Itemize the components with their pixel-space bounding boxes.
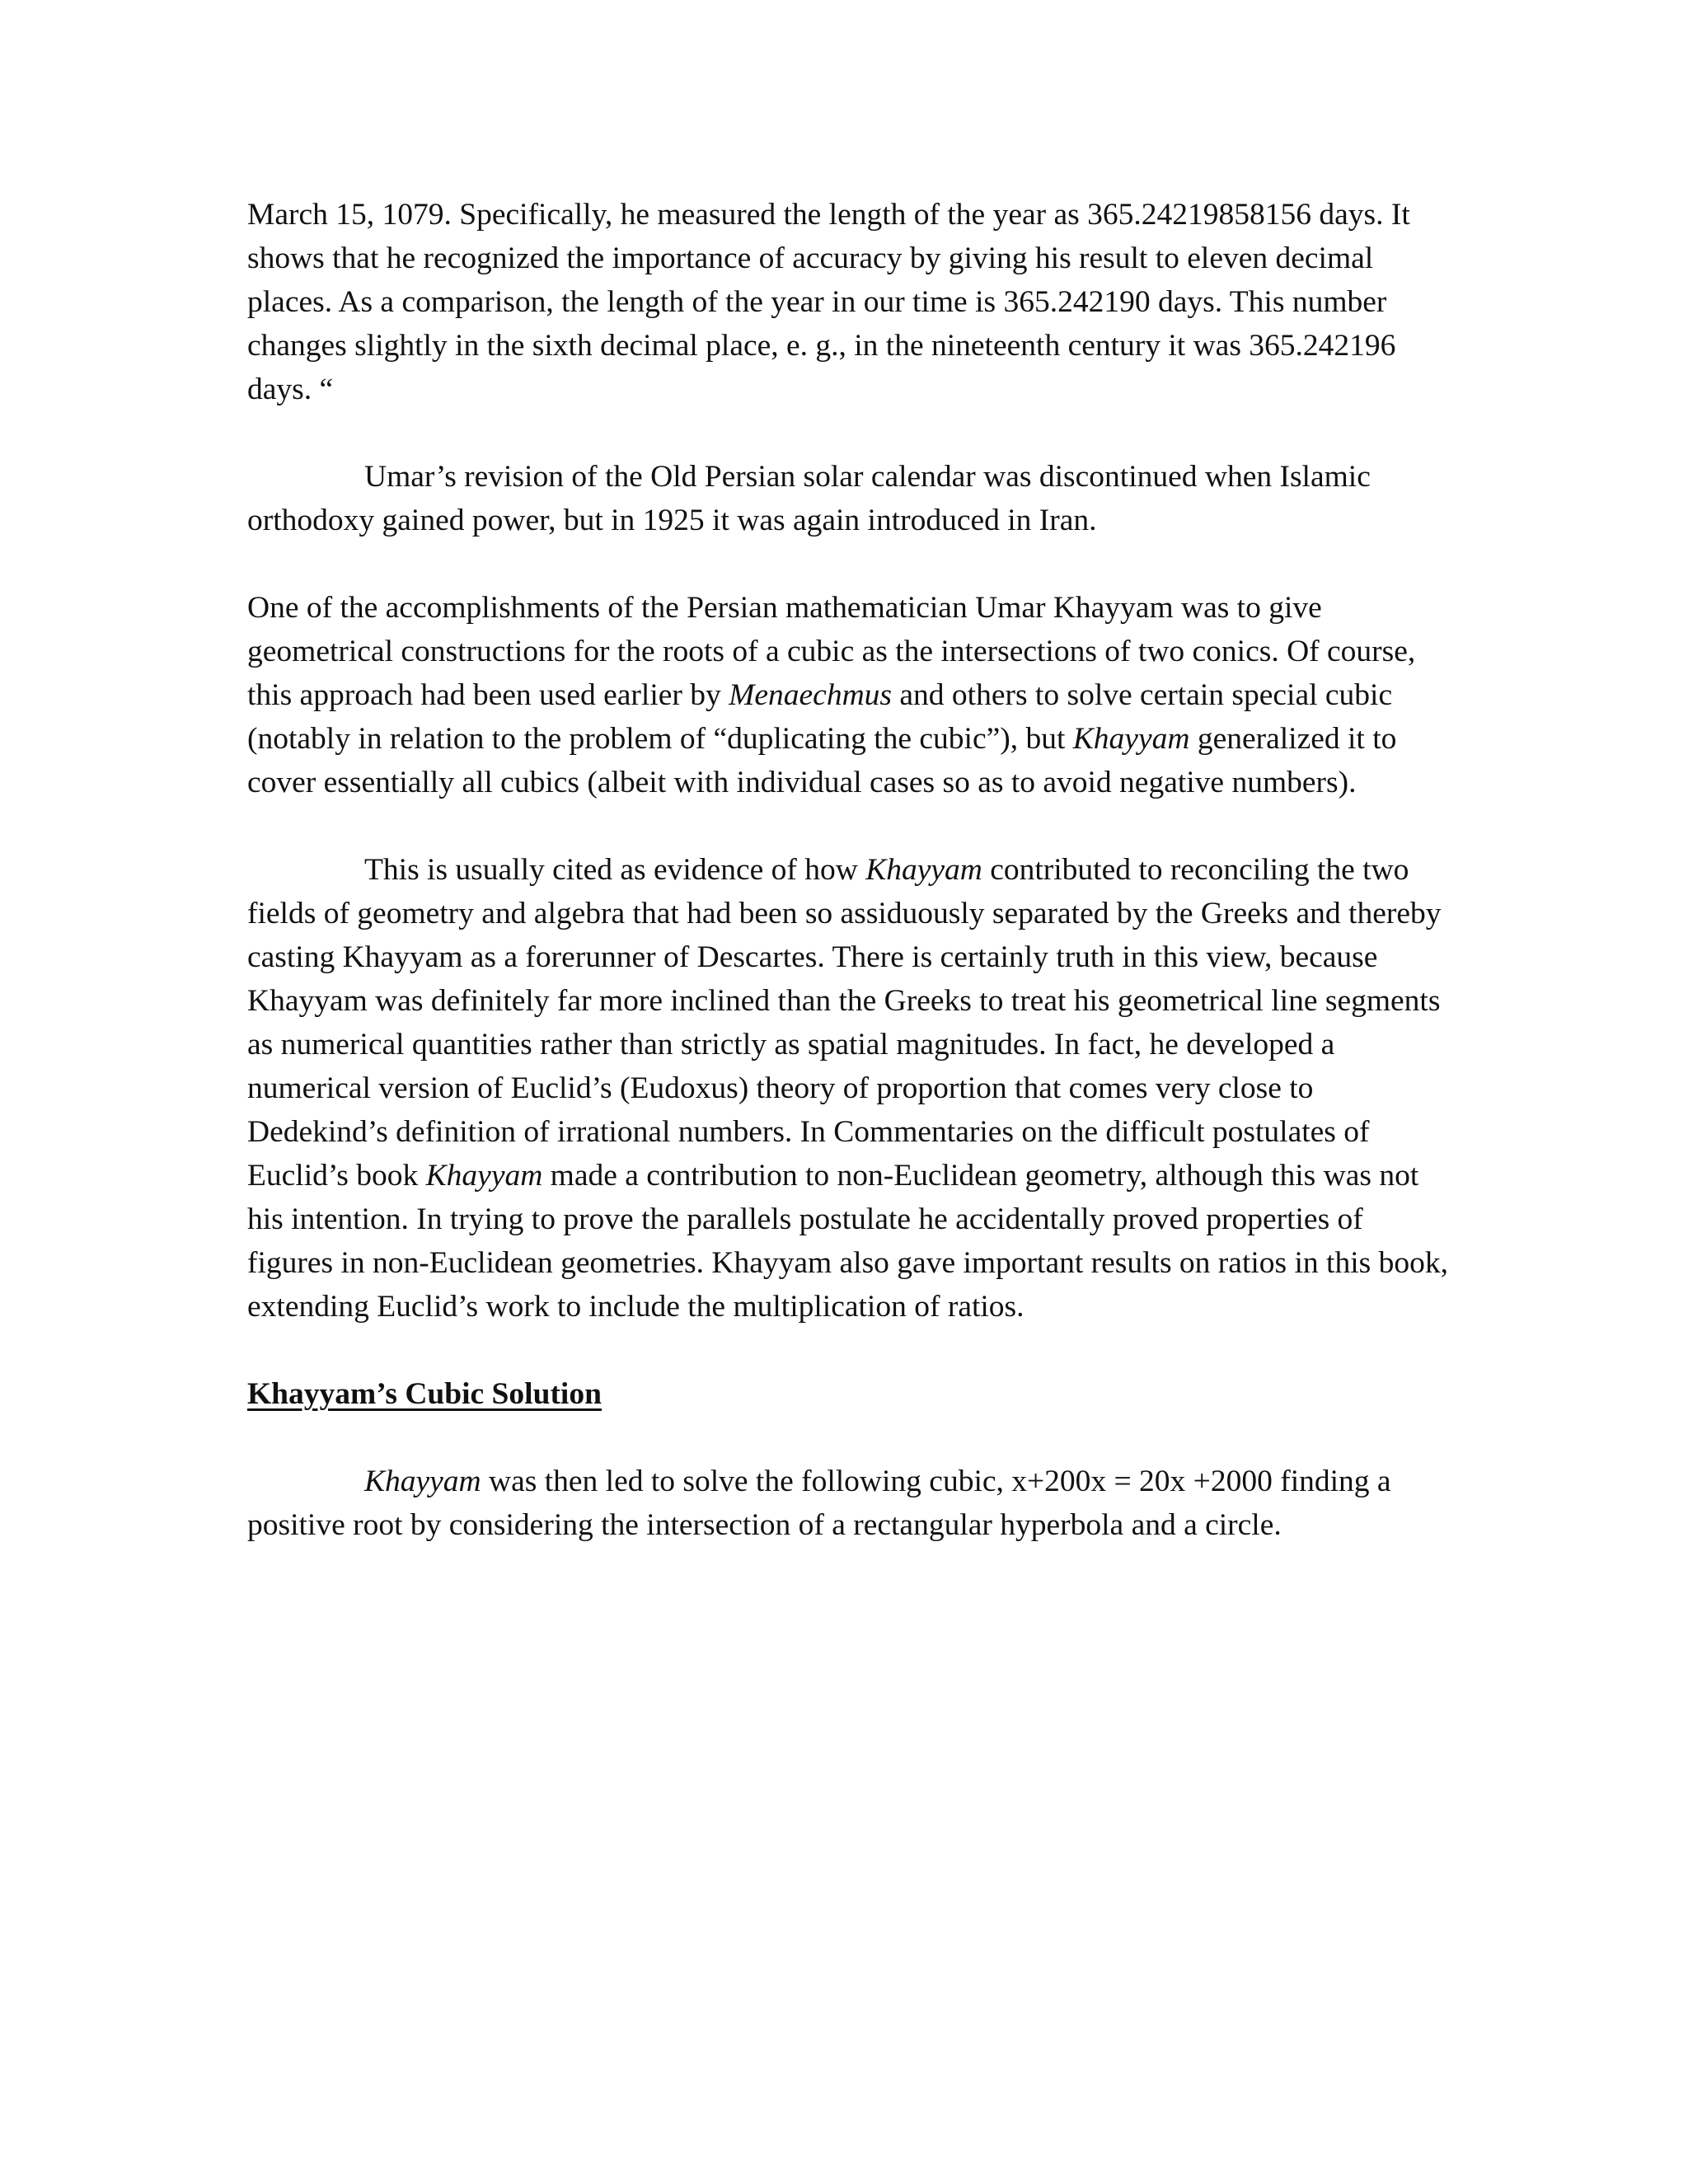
paragraph-cubic-solution [247, 1460, 1451, 1547]
text-run: generalized it to cover essentially all cubics (albeit with individual cases so as to avoid negative numbers). [247, 722, 1397, 799]
section-heading: Khayyam’s Cubic Solution [247, 1377, 602, 1411]
paragraph-calendar-measurement: March 15, 1079. Specifically, he measured the length of the year as 365.24219858156 days. It shows that he recognized the importance of accuracy by giving his result to eleven decimal places. As a comparison, the length of the year in our time is 365.242190 days. This number changes slightly in the sixth decimal place, e. g., in the nineteenth century it was 365.242196 days. “ [247, 198, 1410, 406]
paragraph-cubic-constructions [247, 586, 1451, 804]
text-run: This is usually cited as evidence of how [364, 853, 866, 887]
text-run: contributed to reconciling the two fields of geometry and algebra that had been so assiduously separated by the Greeks and thereby casting Khayyam as a forerunner of Descartes. There is certainly truth in this view, because Khayyam was definitely far more inclined than the Greeks to treat his geometrical line segments as numerical quantities rather than strictly as spatial magnitudes. In fact, he developed a numerical version of Euclid’s (Eudoxus) theory of proportion that comes very close to Dedekind’s definition of irrational numbers. In Commentaries on the difficult postulates of Euclid’s book [247, 853, 1442, 1193]
italic-term-khayyam: Khayyam [865, 853, 982, 887]
italic-term-menaechmus: Menaechmus [729, 678, 893, 712]
text-run: was then led to solve the following cubic, x+200x = 20x +2000 finding a positive root by considering the intersection of a rectangular hyperbola and a circle. [247, 1465, 1391, 1542]
text-run: and others to solve certain special cubic (notably in relation to the problem of “duplicating the cubic”), but [247, 678, 1393, 756]
italic-term-khayyam: Khayyam [1072, 722, 1190, 756]
italic-term-khayyam: Khayyam [364, 1465, 481, 1498]
text-run: One of the accomplishments of the Persian mathematician Umar Khayyam was to give geometrical constructions for the roots of a cubic as the intersections of two conics. Of course, this approach had been used earlier by [247, 591, 1416, 712]
paragraph-calendar-revision: Umar’s revision of the Old Persian solar calendar was discontinued when Islamic orthodoxy gained power, but in 1925 it was again introduced in Iran. [247, 460, 1371, 537]
italic-term-khayyam: Khayyam [425, 1159, 543, 1193]
document-body [247, 193, 1451, 1547]
text-run: made a contribution to non-Euclidean geometry, although this was not his intention. In trying to prove the parallels postulate he accidentally proved properties of figures in non-Euclidean geometries. Khayyam also gave important results on ratios in this book, extending Euclid’s work to include the multiplication of ratios. [247, 1159, 1448, 1324]
paragraph-geometry-algebra [247, 848, 1451, 1329]
